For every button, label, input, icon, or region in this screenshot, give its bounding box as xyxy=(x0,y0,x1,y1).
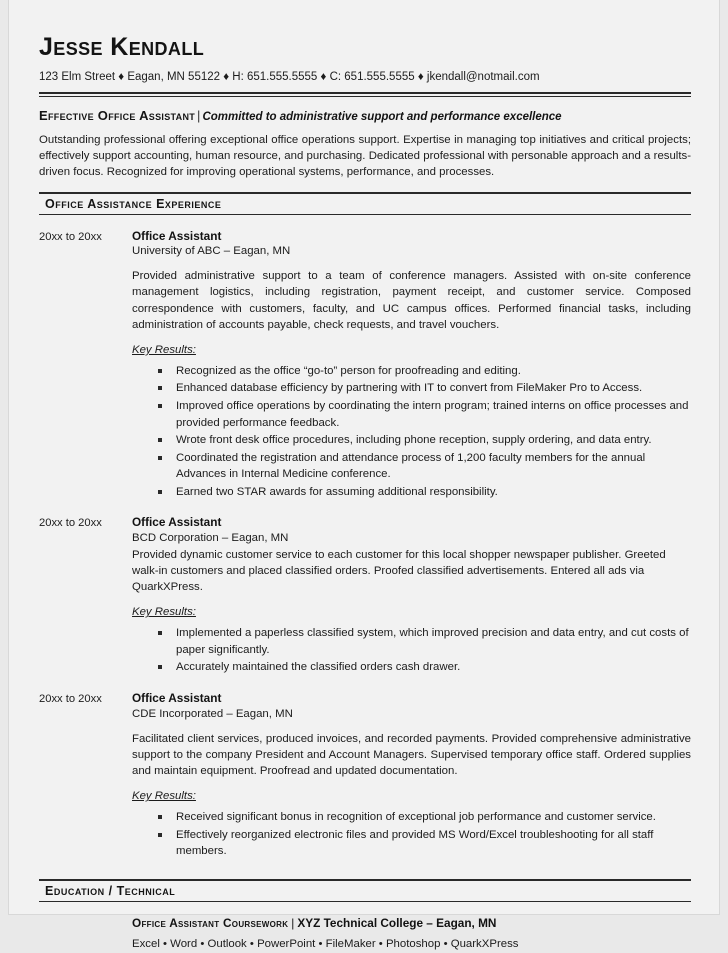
technical-skills: Excel • Word • Outlook • PowerPoint • FileMaker • Photoshop • QuarkXPress xyxy=(132,938,519,951)
job-description: Facilitated client services, produced invoices, and recorded payments. Provided comprehensive administrative support to the company President and Account Managers. Supervised temporary office staff. Ordered supplies and maintain equipment. Proofread and updated documentation. xyxy=(132,732,691,778)
job-organization: University of ABC – Eagan, MN xyxy=(132,245,291,258)
experience-section-header xyxy=(39,192,691,215)
job-entry xyxy=(39,229,691,502)
key-results-list xyxy=(132,363,691,500)
key-results-label: Key Results: xyxy=(132,790,196,803)
header-divider xyxy=(39,92,691,97)
job-organization: CDE Incorporated – Eagan, MN xyxy=(132,707,293,720)
experience-section-title: Office Assistance Experience xyxy=(45,196,222,211)
list-item: Improved office operations by coordinating the intern program; trained interns on office processes and provided performance feedback. xyxy=(158,398,691,431)
education-title xyxy=(132,915,691,932)
education-program: Office Assistant Coursework xyxy=(132,915,289,930)
list-item: Effectively reorganized electronic files and provided MS Word/Excel troubleshooting for all staff members. xyxy=(158,827,691,860)
headline xyxy=(39,108,691,125)
job-description: Provided dynamic customer service to each customer for this local shopper newspaper publisher. Greeted walk-in customers and placed classified orders. Proofed classified advertisements. Entered all ads via QuarkXPress. xyxy=(132,548,666,594)
education-section-header xyxy=(39,879,691,902)
education-entry xyxy=(39,915,691,953)
job-title: Office Assistant xyxy=(132,228,222,243)
job-entry xyxy=(39,515,691,677)
professional-summary: Outstanding professional offering exceptional office operations support. Expertise in managing top initiatives and critical projects; effectively support accounting, human resource, and purchasing. Dedicated professional with personable approach and a results-driven focus. Recognized for improving operational systems, performance, and processes. xyxy=(39,133,691,179)
education-institution: XYZ Technical College – Eagan, MN xyxy=(297,915,497,930)
headline-title: Effective Office Assistant xyxy=(39,108,196,124)
section-rule-bottom xyxy=(39,214,691,215)
list-item: Recognized as the office “go-to” person for proofreading and editing. xyxy=(158,363,691,380)
key-results-list xyxy=(132,809,691,860)
key-results-list xyxy=(132,625,691,676)
list-item: Earned two STAR awards for assuming additional responsibility. xyxy=(158,484,691,501)
job-body xyxy=(132,229,691,502)
list-item: Coordinated the registration and attendance process of 1,200 faculty members for the annual Advances in Internal Medicine conference. xyxy=(158,450,691,483)
list-item: Enhanced database efficiency by partnering with IT to convert from FileMaker Pro to Access. xyxy=(158,380,691,397)
key-results-label: Key Results: xyxy=(132,343,196,356)
list-item: Wrote front desk office procedures, including phone reception, supply ordering, and data entry. xyxy=(158,432,691,449)
contact-line: 123 Elm Street ♦ Eagan, MN 55122 ♦ H: 651.555.5555 ♦ C: 651.555.5555 ♦ jkendall@notmail.com xyxy=(39,71,540,84)
job-body xyxy=(132,691,691,861)
list-item: Received significant bonus in recognition of exceptional job performance and customer service. xyxy=(158,809,691,826)
key-results-label: Key Results: xyxy=(132,606,196,619)
headline-subtitle: Committed to administrative support and performance excellence xyxy=(202,111,562,124)
education-section-title: Education / Technical xyxy=(45,883,176,898)
job-title: Office Assistant xyxy=(132,515,222,530)
candidate-name: Jesse Kendall xyxy=(39,33,205,61)
job-dates: 20xx to 20xx xyxy=(39,517,102,530)
list-item: Implemented a paperless classified system, which improved precision and data entry, and cut costs of paper significantly. xyxy=(158,625,691,658)
job-dates: 20xx to 20xx xyxy=(39,230,102,243)
headline-separator: | xyxy=(197,108,201,124)
education-separator: | xyxy=(291,915,295,930)
resume-page xyxy=(8,0,720,951)
resume-content xyxy=(39,34,691,953)
job-title: Office Assistant xyxy=(132,691,222,706)
section-rule-bottom xyxy=(39,901,691,902)
job-dates: 20xx to 20xx xyxy=(39,693,102,706)
job-entry xyxy=(39,691,691,861)
job-body xyxy=(132,515,691,677)
list-item: Accurately maintained the classified orders cash drawer. xyxy=(158,659,691,676)
job-organization: BCD Corporation – Eagan, MN xyxy=(132,532,289,545)
job-description: Provided administrative support to a team of conference managers. Assisted with on-site conference management logistics, including registration, payment receipt, and customer service. Composed correspondence with customers, faculty, and UC campus offices. Performed financial tasks, including administration of accounts payable, check requests, and travel vouchers. xyxy=(132,270,691,331)
